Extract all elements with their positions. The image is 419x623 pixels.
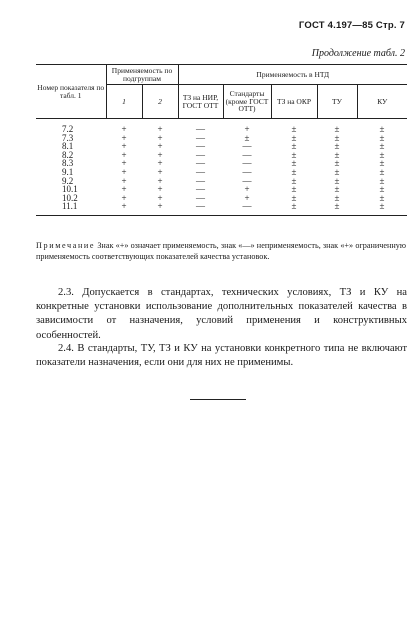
end-rule bbox=[190, 399, 246, 400]
table-cell: ± bbox=[357, 202, 407, 215]
row-index: 10.2 bbox=[62, 193, 78, 203]
row-index: 9.1 bbox=[62, 167, 74, 177]
table-cell: + bbox=[121, 150, 127, 160]
table-cell: — bbox=[196, 150, 205, 160]
table-cell: ± bbox=[379, 185, 385, 194]
table-cell: — bbox=[223, 202, 271, 215]
table-cell: + bbox=[157, 124, 163, 134]
table-cell: ± bbox=[334, 167, 340, 177]
table-cell: ± bbox=[291, 176, 297, 186]
table-cell: + bbox=[157, 133, 163, 143]
col-header-subgroup-1: 1 bbox=[106, 85, 142, 119]
table-cell: + bbox=[142, 202, 178, 215]
table-cell: ± bbox=[334, 185, 340, 194]
table-cell: ± bbox=[291, 159, 297, 168]
table-cell: ± bbox=[379, 133, 385, 143]
table-cell: ± bbox=[379, 142, 385, 151]
row-index: 9.2 bbox=[62, 176, 74, 186]
table-cell: ± bbox=[379, 167, 385, 177]
page-header: ГОСТ 4.197—85 Стр. 7 bbox=[298, 20, 405, 31]
row-index: 8.2 bbox=[62, 150, 74, 160]
table-cell: ± bbox=[291, 167, 297, 177]
table-cell: ± bbox=[291, 185, 297, 194]
table-cell: + bbox=[121, 159, 127, 168]
table-cell: — bbox=[242, 150, 252, 160]
table-cell: — bbox=[196, 193, 205, 203]
row-index: 8.3 bbox=[62, 159, 74, 168]
table-cell: — bbox=[178, 202, 223, 215]
table-cell: + bbox=[157, 185, 163, 194]
table-cell: ± bbox=[244, 133, 250, 143]
table-cell: — bbox=[196, 142, 205, 151]
table-cell: + bbox=[157, 193, 163, 203]
table-cell: ± bbox=[334, 124, 340, 134]
col-header-tz-okr: ТЗ на ОКР bbox=[271, 85, 317, 119]
table-cell: ± bbox=[334, 193, 340, 203]
row-index: 10.1 bbox=[62, 185, 78, 194]
table-cell: — bbox=[196, 167, 205, 177]
applicability-table bbox=[36, 64, 407, 216]
row-index: 7.2 bbox=[62, 124, 74, 134]
footnote-text: Знак «+» означает применяемость, знак «—» неприменяемость, знак «+» ограниченную применяемость соответствующих показателей качества установок. bbox=[36, 241, 406, 261]
paragraph-2-4: 2.4. В стандарты, ТУ, ТЗ и КУ на установки конкретного типа не включают показатели назначения, если они для них не применимы. bbox=[36, 343, 407, 369]
table-cell: ± bbox=[334, 133, 340, 143]
table-row bbox=[36, 194, 407, 203]
col-group-ntd: Применяемость в НТД bbox=[178, 65, 407, 85]
table-cell: ± bbox=[317, 202, 357, 215]
row-index: 7.3 bbox=[62, 133, 74, 143]
paragraph-2-3: 2.3. Допускается в стандартах, технических условиях, ТЗ и КУ на конкретные установки использование дополнительных показателей качества в зависимости от назначения, условий применения и конструктивных особенностей. bbox=[36, 287, 407, 341]
table-cell: + bbox=[121, 185, 127, 194]
table-cell: — bbox=[196, 159, 205, 168]
table-cell: ± bbox=[334, 176, 340, 186]
table-cell: + bbox=[157, 142, 163, 151]
table-cell: + bbox=[121, 142, 127, 151]
table-cell: ± bbox=[379, 124, 385, 134]
table-row bbox=[36, 185, 407, 194]
table-cell: ± bbox=[334, 159, 340, 168]
table-cell: + bbox=[157, 176, 163, 186]
table-cell: + bbox=[121, 176, 127, 186]
col-header-ku: КУ bbox=[357, 85, 407, 119]
table-body bbox=[36, 119, 407, 216]
table-row bbox=[36, 142, 407, 151]
table-footnote bbox=[36, 241, 406, 262]
table-cell: — bbox=[242, 159, 252, 168]
table-row bbox=[36, 168, 407, 177]
table-row bbox=[36, 119, 407, 134]
table-cell: ± bbox=[379, 193, 385, 203]
table-cell: ± bbox=[379, 176, 385, 186]
table-cell: ± bbox=[291, 124, 297, 134]
table-row bbox=[36, 151, 407, 160]
table-cell: + bbox=[157, 150, 163, 160]
table-cell: + bbox=[121, 133, 127, 143]
table-cell: — bbox=[242, 167, 252, 177]
row-index: 11.1 bbox=[36, 202, 106, 215]
col-header-tu: ТУ bbox=[317, 85, 357, 119]
col-header-standards: Стандарты (кроме ГОСТ ОТТ) bbox=[223, 85, 271, 119]
table-cell: — bbox=[196, 124, 205, 134]
table-cell: + bbox=[121, 167, 127, 177]
table-cell: ± bbox=[379, 150, 385, 160]
table-continuation-label: Продолжение табл. 2 bbox=[311, 48, 405, 59]
table-row bbox=[36, 202, 407, 215]
row-index: 8.1 bbox=[62, 142, 74, 151]
col-group-subgroups: Применяемость по подгруппам bbox=[106, 65, 178, 85]
table-cell: + bbox=[157, 167, 163, 177]
table-row bbox=[36, 177, 407, 186]
table-row bbox=[36, 159, 407, 168]
table-cell: ± bbox=[379, 159, 385, 168]
col-header-tz-nir: ТЗ на НИР, ГОСТ ОТТ bbox=[178, 85, 223, 119]
table-cell: + bbox=[244, 124, 250, 134]
table-cell: ± bbox=[334, 142, 340, 151]
footnote-lead: Примечание bbox=[36, 241, 96, 250]
table-cell: ± bbox=[291, 133, 297, 143]
table-cell: + bbox=[121, 193, 127, 203]
table-cell: ± bbox=[291, 142, 297, 151]
table-cell: + bbox=[244, 193, 250, 203]
table-cell: ± bbox=[291, 193, 297, 203]
table-cell: — bbox=[242, 142, 252, 151]
table-cell: ± bbox=[271, 202, 317, 215]
table-cell: ± bbox=[334, 150, 340, 160]
table-cell: — bbox=[242, 176, 252, 186]
table-cell: ± bbox=[291, 150, 297, 160]
table-cell: + bbox=[157, 159, 163, 168]
table-cell: — bbox=[196, 176, 205, 186]
table-cell: — bbox=[196, 133, 205, 143]
table-cell: — bbox=[196, 185, 205, 194]
col-header-index: Номер показателя по табл. 1 bbox=[36, 65, 106, 119]
table-cell: + bbox=[244, 185, 250, 194]
table-cell: + bbox=[106, 202, 142, 215]
table-row bbox=[36, 134, 407, 143]
table-cell: + bbox=[121, 124, 127, 134]
col-header-subgroup-2: 2 bbox=[142, 85, 178, 119]
